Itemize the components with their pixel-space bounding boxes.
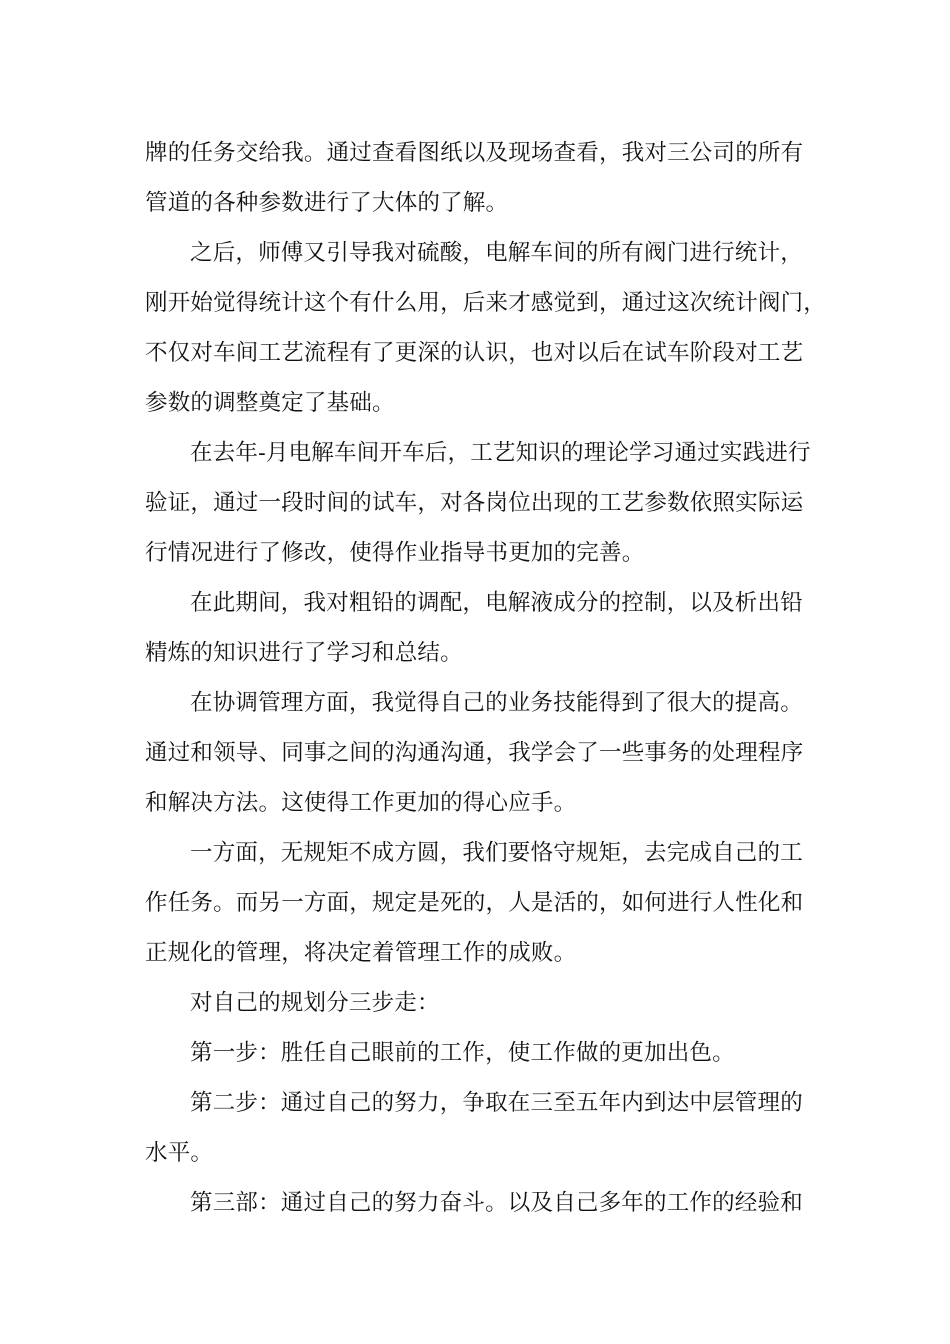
text-line: 对自己的规划分三步走： <box>190 990 440 1016</box>
text-line: 不仅对车间工艺流程有了更深的认识，也对以后在试车阶段对工艺 <box>145 340 804 366</box>
text-line: 在此期间，我对粗铅的调配，电解液成分的控制，以及析出铅 <box>190 590 803 616</box>
text-line: 第三部：通过自己的努力奋斗。以及自己多年的工作的经验和 <box>190 1190 803 1216</box>
text-line: 正规化的管理，将决定着管理工作的成败。 <box>145 940 577 966</box>
text-line: 第二步：通过自己的努力，争取在三至五年内到达中层管理的 <box>190 1090 803 1116</box>
text-line: 行情况进行了修改，使得作业指导书更加的完善。 <box>145 540 645 566</box>
text-line: 一方面，无规矩不成方圆，我们要恪守规矩，去完成自己的工 <box>190 840 803 866</box>
text-line: 精炼的知识进行了学习和总结。 <box>145 640 463 666</box>
text-line: 管道的各种参数进行了大体的了解。 <box>145 190 509 216</box>
text-line: 牌的任务交给我。通过查看图纸以及现场查看，我对三公司的所有 <box>145 140 804 166</box>
text-line: 在去年-月电解车间开车后，工艺知识的理论学习通过实践进行 <box>190 440 811 466</box>
body-text <box>145 128 825 1228</box>
text-line: 通过和领导、同事之间的沟通沟通，我学会了一些事务的处理程序 <box>145 740 804 766</box>
text-line: 第一步：胜任自己眼前的工作，使工作做的更加出色。 <box>190 1040 735 1066</box>
text-line: 之后，师傅又引导我对硫酸，电解车间的所有阀门进行统计， <box>190 240 803 266</box>
text-line: 验证，通过一段时间的试车，对各岗位出现的工艺参数依照实际运 <box>145 490 804 516</box>
text-line: 和解决方法。这使得工作更加的得心应手。 <box>145 790 577 816</box>
text-line: 刚开始觉得统计这个有什么用，后来才感觉到，通过这次统计阀门， <box>145 290 827 316</box>
text-line: 作任务。而另一方面，规定是死的，人是活的，如何进行人性化和 <box>145 890 804 916</box>
text-line: 水平。 <box>145 1140 214 1166</box>
text-line: 在协调管理方面，我觉得自己的业务技能得到了很大的提高。 <box>190 690 803 716</box>
text-line: 参数的调整奠定了基础。 <box>145 390 395 416</box>
